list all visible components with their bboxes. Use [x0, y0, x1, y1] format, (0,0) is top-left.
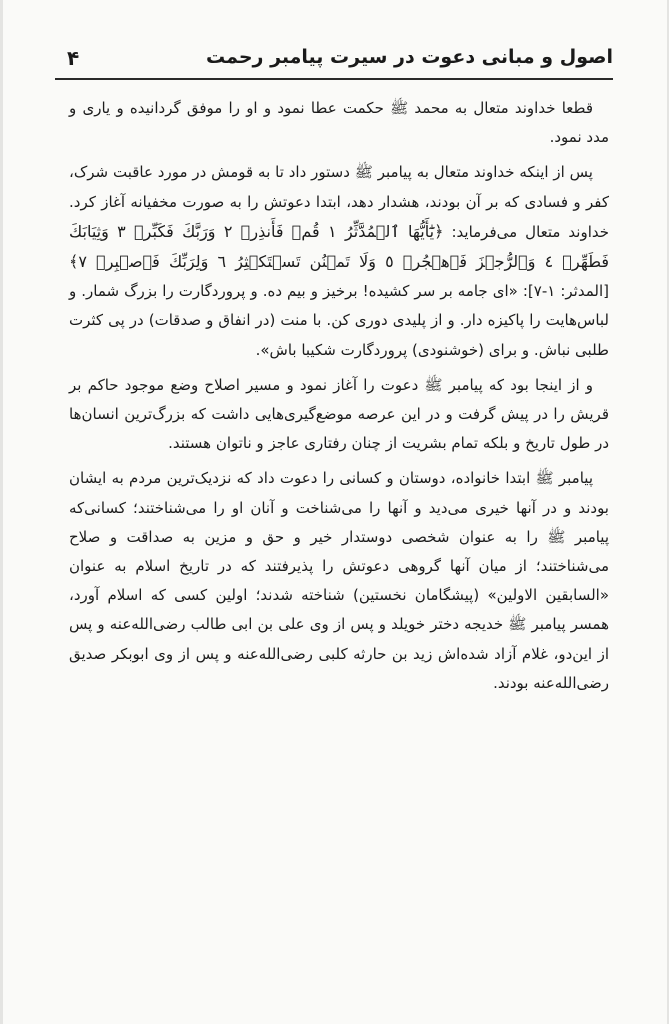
- paragraph-4: پیامبر ﷺ ابتدا خانواده، دوستان و کسانی را دعوت داد که نزدیک‌ترین مردم به ایشان بودند و در آنها خیری می‌دید و آنها را می‌شناخت و آنان او را می‌شناختند؛ کسانی‌که پیامبر ﷺ را به عنوان شخصی دوستدار خیر و حق و مزین به صداقت و صلاح می‌شناختند؛ از میان آنها گروهی دعوتش را پذیرفتند که در تاریخ اسلام به عنوان «السابقین الاولین» (پیشگامان نخستین) شناخته شدند؛ اولین کسی که اسلام آورد، همسر پیامبر ﷺ خدیجه دختر خویلد و پس از وی علی بن ابی طالب رضی‌الله‌عنه و پس از این‌دو، غلام آزاد شده‌اش زید بن حارثه کلبی رضی‌الله‌عنه و پس از وی ابوبکر صدیق رضی‌الله‌عنه بودند.: [69, 469, 609, 692]
- paragraph-1: قطعا خداوند متعال به محمد ﷺ حکمت عطا نمود و او را موفق گردانیده و یاری و مدد نمود.: [69, 99, 609, 147]
- verse-translation: «ای جامه بر سر کشیده! برخیز و بیم ده. و پروردگارت را بزرگ شمار. و لباس‌هایت را پاکیزه دار. و از پلیدی دوری کن. با منت (در انفاق و صدقات) در پی کثرت طلبی نباش. و برای (خوشنودی) پروردگارت شکیبا باش».: [69, 282, 609, 359]
- page-number: ۴: [67, 46, 80, 70]
- paragraph-3: و از اینجا بود که پیامبر ﷺ دعوت را آغاز نمود و مسیر اصلاح وضع موجود حاکم بر قریش را در پیش گرفت و در این عرصه موضع‌گیری‌هایی داشت که بزرگ‌ترین انسان‌ها در طول تاریخ و بلکه تمام بشریت از چنان رفتاری عاجز و ناتوان هستند.: [69, 375, 609, 453]
- header-divider: [55, 78, 613, 80]
- page-header: [55, 44, 613, 76]
- paragraph-2: [69, 158, 609, 364]
- book-page: [3, 0, 667, 1024]
- verse-reference: [المدثر: ۱-۷]:: [517, 282, 609, 301]
- quran-verse: ﴿يَٰٓأَيُّهَا ٱلۡمُدَّثِّرُ ١ قُمۡ فَأَنذِرۡ ٢ وَرَبَّكَ فَكَبِّرۡ ٣ وَثِيَابَكَ فَطَهِّرۡ ٤ وَٱلرُّجۡزَ فَٱهۡجُرۡ ٥ وَلَا تَمۡنُن تَسۡتَكۡثِرُ ٦ وَلِرَبِّكَ فَٱصۡبِرۡ ٧﴾: [69, 221, 609, 272]
- running-title: اصول و مبانی دعوت در سیرت پیامبر رحمت: [205, 46, 613, 68]
- paragraph-2-intro: پس از اینکه خداوند متعال به پیامبر ﷺ دستور داد تا به قومش در مورد عاقبت شرک، کفر و فسادی که بر آن بودند، هشدار دهد، ابتدا دعوتش را به صورت مخفیانه آغاز کرد. خداوند متعال می‌فرماید:: [69, 163, 610, 241]
- page-body: [69, 94, 609, 704]
